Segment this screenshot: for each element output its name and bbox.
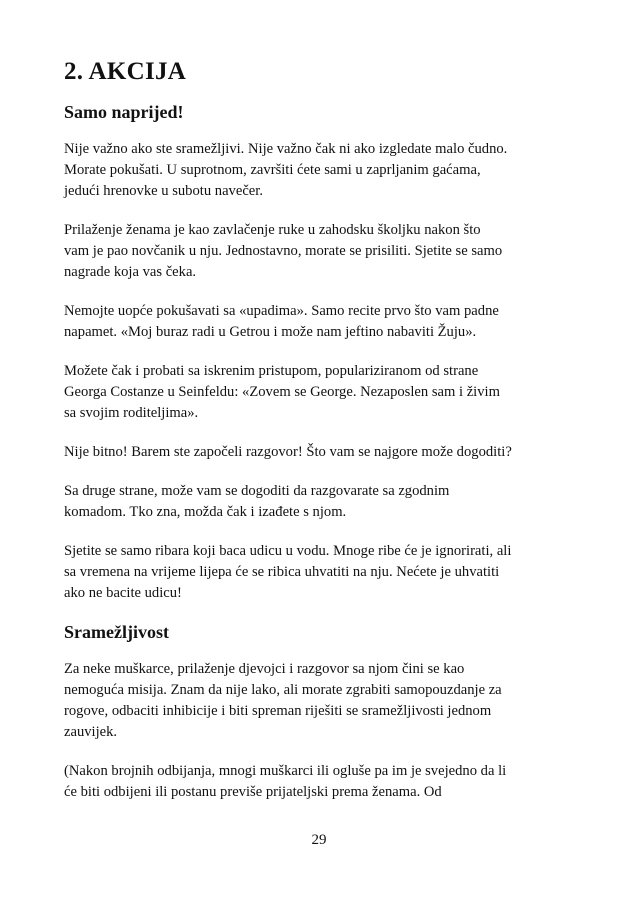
- section-samo-naprijed: [64, 102, 584, 604]
- paragraph: Nemojte uopće pokušavati sa «upadima». Samo recite prvo što vam padne napamet. «Moj buraz radi u Getrou i može nam jeftino nabaviti Žuju».: [64, 303, 499, 340]
- paragraph: Možete čak i probati sa iskrenim pristupom, populariziranom od strane Georga Costanze u Seinfeldu: «Zovem se George. Nezaposlen sam i živim sa svojim roditeljima».: [64, 363, 500, 421]
- chapter-title: 2. AKCIJA: [64, 58, 187, 85]
- paragraph: Za neke muškarce, prilaženje djevojci i razgovor sa njom čini se kao nemoguća misija. Znam da nije lako, ali morate zgrabiti samopouzdanje za rogove, odbaciti inhibicije i biti spreman riješiti se sramežljivosti jednom zauvijek.: [64, 661, 502, 740]
- paragraph: Prilaženje ženama je kao zavlačenje ruke u zahodsku školjku nakon što vam je pao novčanik u nju. Jednostavno, morate se prisiliti. Sjetite se samo nagrade koja vas čeka.: [64, 222, 503, 280]
- section-heading: Sramežljivost: [64, 622, 169, 642]
- paragraph: (Nakon brojnih odbijanja, mnogi muškarci ili ogluše pa im je svejedno da li će biti odbijeni ili postanu previše prijateljski prema ženama. Od: [64, 763, 507, 800]
- paragraph: Sjetite se samo ribara koji baca udicu u vodu. Mnoge ribe će je ignorirati, ali sa vremena na vrijeme lijepa će se ribica uhvatiti na nju. Nećete je uhvatiti ako ne bacite udicu!: [64, 543, 512, 601]
- section-heading: Samo naprijed!: [64, 102, 184, 122]
- section-sramezljivost: [64, 622, 584, 803]
- page-number: 29: [311, 832, 327, 848]
- paragraph: Nije bitno! Barem ste započeli razgovor! Što vam se najgore može dogoditi?: [64, 444, 512, 460]
- paragraph: Sa druge strane, može vam se dogoditi da razgovarate sa zgodnim komadom. Tko zna, možda čak i izađete s njom.: [64, 483, 450, 520]
- document-page: [64, 58, 584, 821]
- paragraph: Nije važno ako ste sramežljivi. Nije važno čak ni ako izgledate malo čudno. Morate pokušati. U suprotnom, završiti ćete sami u zaprljanim gaćama, jedući hrenovke u subotu navečer.: [64, 141, 508, 199]
